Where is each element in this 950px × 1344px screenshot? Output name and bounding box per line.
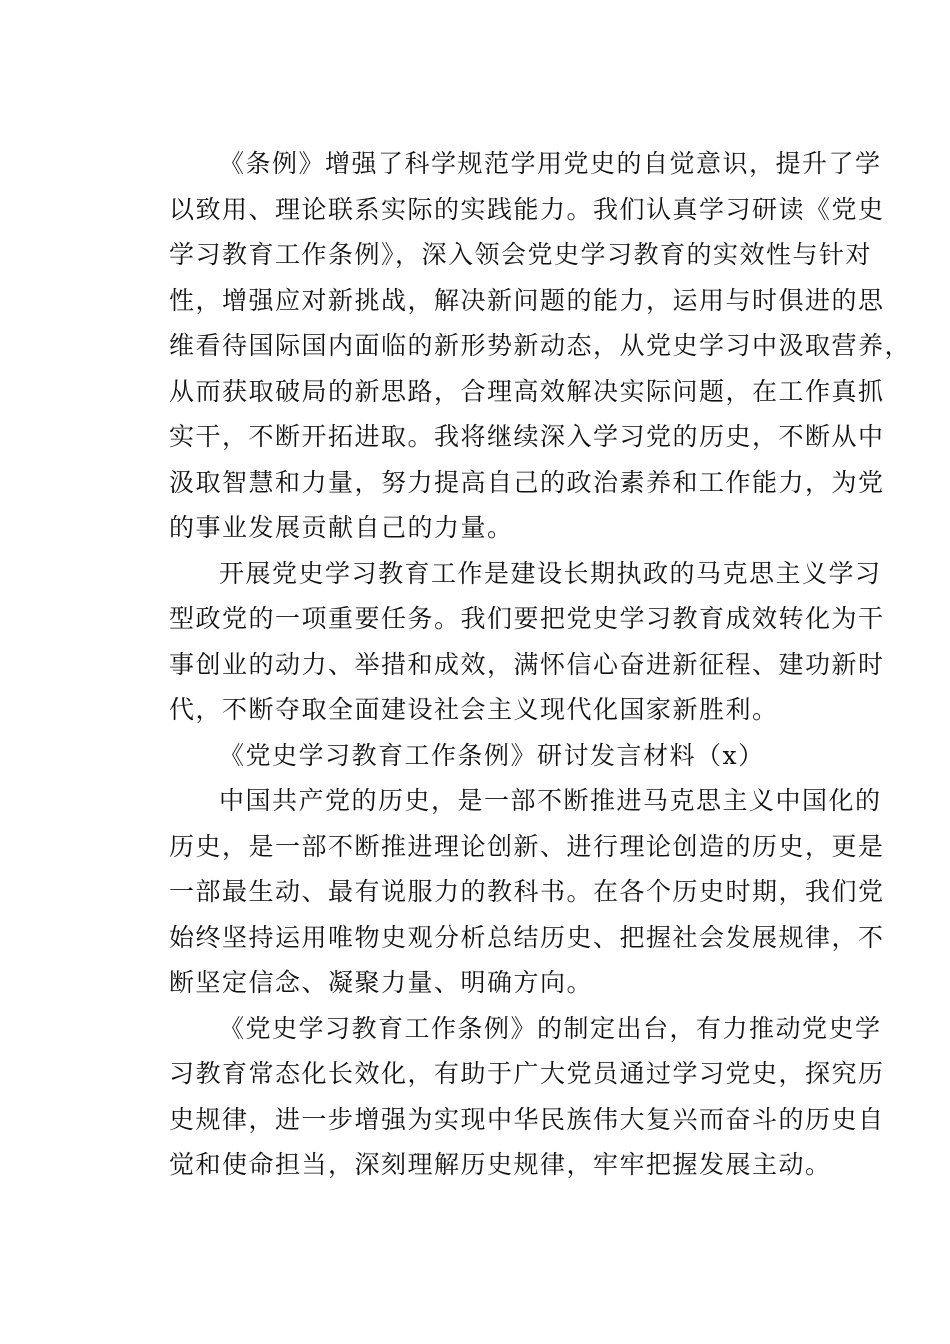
text-line: 的事业发展贡献自己的力量。: [169, 513, 514, 542]
text-line: 《条例》增强了科学规范学用党史的自觉意识，提升了学: [219, 149, 882, 178]
text-line: 以致用、理论联系实际的实践能力。我们认真学习研读《党史: [169, 194, 885, 224]
document-body: [119, 141, 912, 1188]
text-line: 开展党史学习教育工作是建设长期执政的马克思主义学习: [219, 558, 882, 588]
text-line: 习教育常态化长效化，有助于广大党员通过学习党史，探究历: [169, 1059, 885, 1088]
text-line: 始终坚持运用唯物史观分析总结历史、把握社会发展规律，不: [169, 922, 885, 952]
text-line: 觉和使命担当，深刻理解历史规律，牢牢把握发展主动。: [169, 1150, 832, 1179]
text-line: 维看待国际国内面临的新形势新动态，从党史学习中汲取营养，: [169, 331, 912, 360]
text-line: 性，增强应对新挑战，解决新问题的能力，运用与时俱进的思: [169, 285, 885, 315]
text-line: 事创业的动力、举措和成效，满怀信心奋进新征程、建功新时: [169, 649, 885, 679]
paragraph-regulation-awareness: [119, 141, 912, 551]
text-line: 从而获取破局的新思路，合理高效解决实际问题，在工作真抓: [169, 376, 885, 406]
text-line: 史规律，进一步增强为实现中华民族伟大复兴而奋斗的历史自: [169, 1104, 885, 1134]
paragraph-party-building-task: [119, 551, 885, 733]
text-line: 实干，不断开拓进取。我将继续深入学习党的历史，不断从中: [169, 422, 885, 451]
text-line: 代，不断夺取全面建设社会主义现代化国家新胜利。: [169, 695, 779, 724]
paragraph-regulation-issued: [119, 1006, 885, 1188]
text-line: 学习教育工作条例》，深入领会党史学习教育的实效性与针对: [169, 240, 873, 269]
section-title: [119, 733, 831, 779]
text-line: 《党史学习教育工作条例》研讨发言材料（x）: [219, 740, 765, 770]
text-line: 型政党的一项重要任务。我们要把党史学习教育成效转化为干: [169, 604, 885, 633]
paragraph-party-history: [119, 778, 885, 1006]
text-line: 一部最生动、最有说服力的教科书。在各个历史时期，我们党: [169, 877, 885, 906]
text-line: 《党史学习教育工作条例》的制定出台，有力推动党史学: [219, 1013, 882, 1043]
text-line: 断坚定信念、凝聚力量、明确方向。: [169, 968, 594, 997]
text-line: 历史，是一部不断推进理论创新、进行理论创造的历史，更是: [169, 831, 885, 861]
text-line: 汲取智慧和力量，努力提高自己的政治素养和工作能力，为党: [169, 467, 885, 497]
text-line: 中国共产党的历史，是一部不断推进马克思主义中国化的: [219, 786, 882, 815]
